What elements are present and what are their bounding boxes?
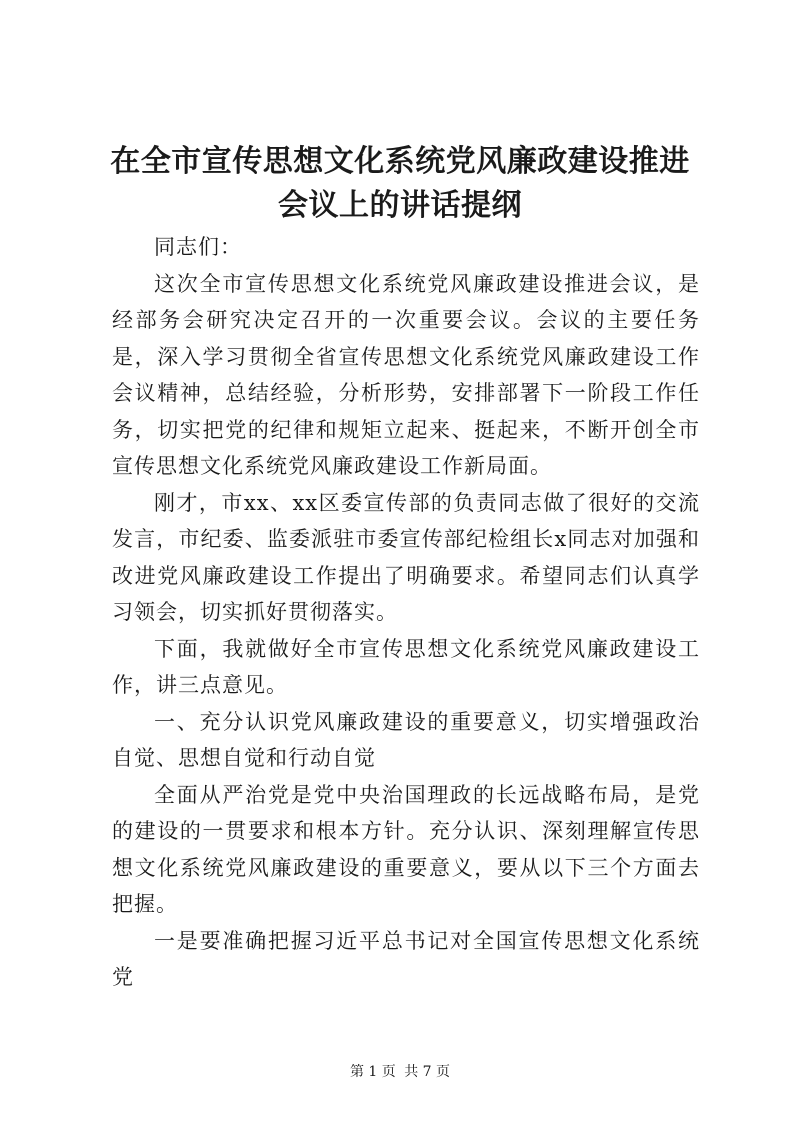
- page-number: 第 1 页: [349, 1064, 396, 1080]
- paragraph-point-1: 一是要准确把握习近平总书记对全国宣传思想文化系统党: [112, 928, 700, 989]
- page-footer: [0, 1062, 800, 1082]
- paragraph-exchange: 刚才，市xx、xx区委宣传部的负责同志做了很好的交流发言，市纪委、监委派驻市委宣传部纪检组长x同志对加强和改进党风廉政建设工作提出了明确要求。希望同志们认真学习领会，切实抓好贯彻落实。: [112, 490, 700, 624]
- section-heading-1: 一、充分认识党风廉政建设的重要意义，切实增强政治自觉、思想自觉和行动自觉: [112, 709, 700, 770]
- paragraph-section-1-intro: 全面从严治党是党中央治国理政的长远战略布局，是党的建设的一贯要求和根本方针。充分认识、深刻理解宣传思想文化系统党风廉政建设的重要意义，要从以下三个方面去把握。: [112, 782, 700, 916]
- page-total: 共 7 页: [404, 1064, 451, 1080]
- paragraph-intro: 这次全市宣传思想文化系统党风廉政建设推进会议，是经部务会研究决定召开的一次重要会议。会议的主要任务是，深入学习贯彻全省宣传思想文化系统党风廉政建设工作会议精神，总结经验，分析形势，安排部署下一阶段工作任务，切实把党的纪律和规矩立起来、挺起来，不断开创全市宣传思想文化系统党风廉政建设工作新局面。: [112, 271, 700, 478]
- salutation: 同志们：: [154, 235, 242, 259]
- paragraph-transition: 下面，我就做好全市宣传思想文化系统党风廉政建设工作，讲三点意见。: [112, 636, 700, 697]
- document-title: 在全市宣传思想文化系统党风廉政建设推进会议上的讲话提纲: [110, 144, 690, 223]
- document-body: [112, 229, 700, 996]
